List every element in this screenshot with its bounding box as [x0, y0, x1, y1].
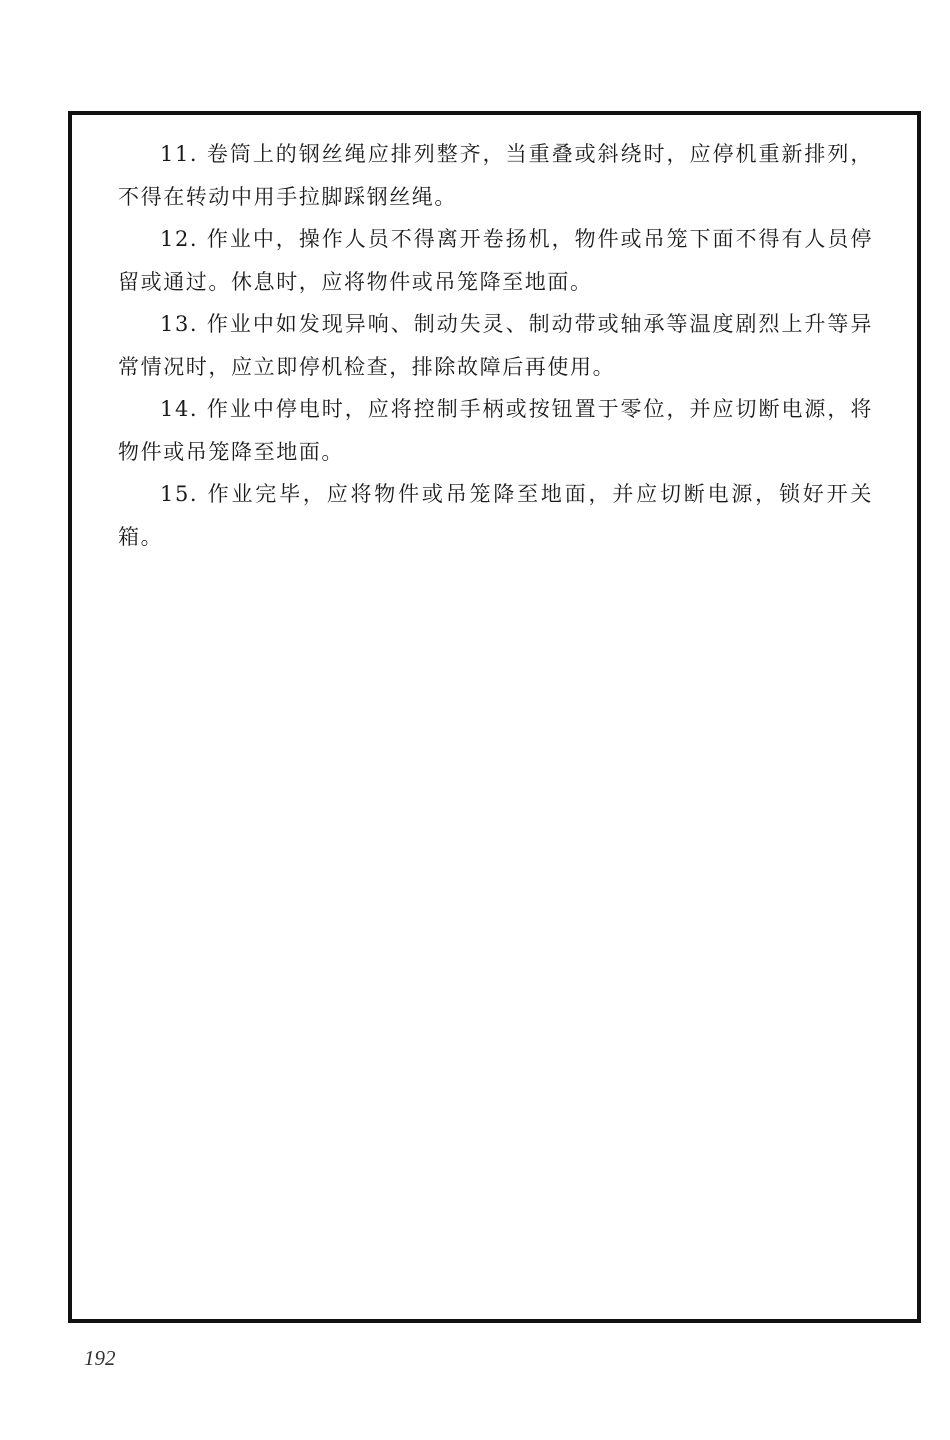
paragraph-11: 11. 卷筒上的钢丝绳应排列整齐，当重叠或斜绕时，应停机重新排列，不得在转动中用手拉脚踩钢丝绳。	[118, 142, 873, 209]
paragraph-13: 13. 作业中如发现异响、制动失灵、制动带或轴承等温度剧烈上升等异常情况时，应立即停机检查，排除故障后再使用。	[118, 312, 873, 379]
body-text	[118, 133, 873, 558]
paragraph-12: 12. 作业中，操作人员不得离开卷扬机，物件或吊笼下面不得有人员停留或通过。休息时，应将物件或吊笼降至地面。	[118, 227, 873, 294]
paragraph-15: 15. 作业完毕，应将物件或吊笼降至地面，并应切断电源，锁好开关箱。	[118, 482, 873, 549]
page-number: 192	[84, 1346, 116, 1370]
paragraph-14: 14. 作业中停电时，应将控制手柄或按钮置于零位，并应切断电源，将物件或吊笼降至地面。	[118, 397, 873, 464]
page-frame	[68, 111, 921, 1323]
